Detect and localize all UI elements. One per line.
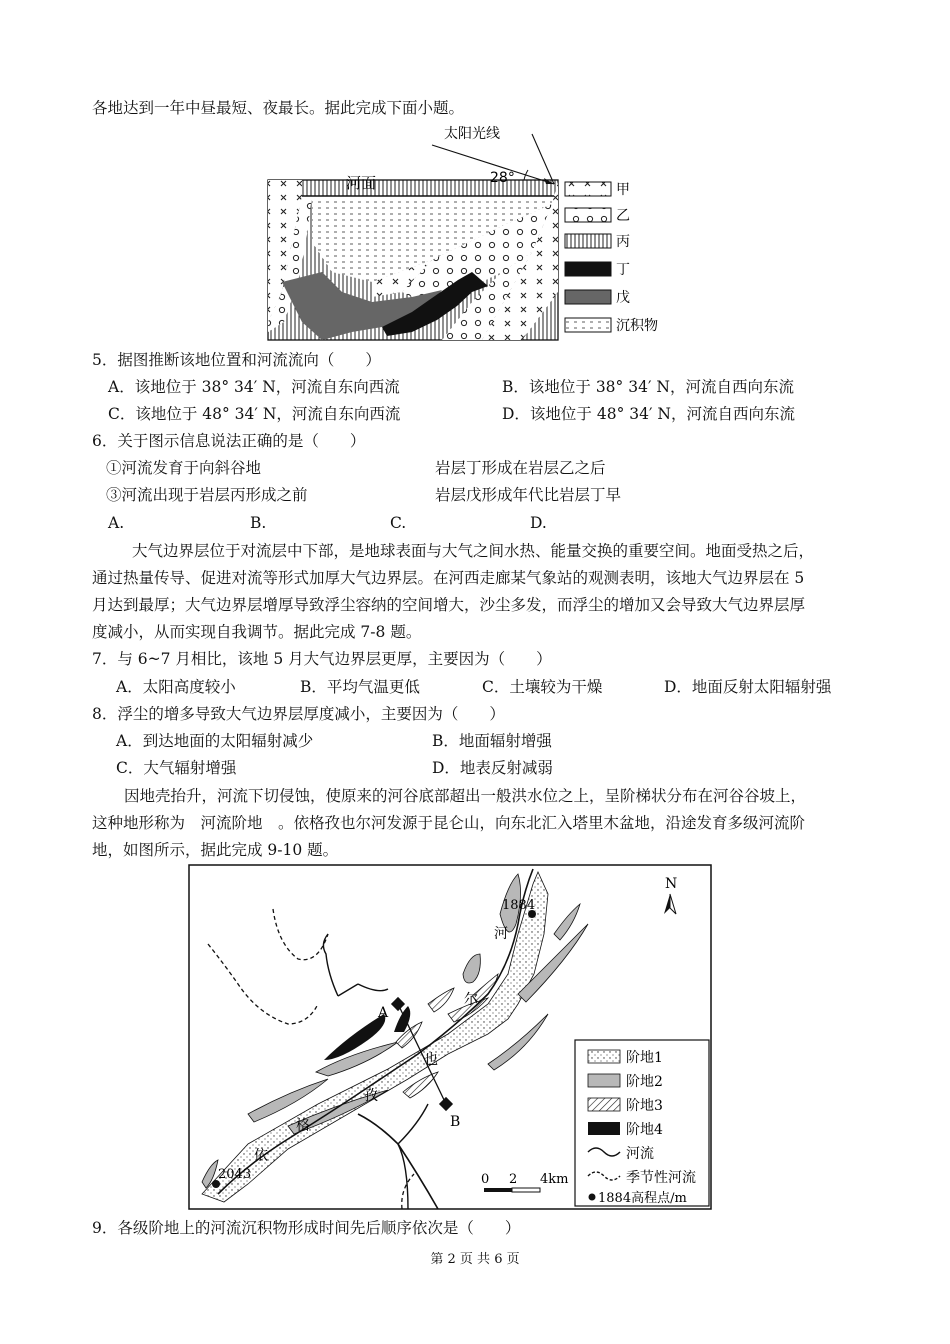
q6-statement-3: ③河流出现于岩层丙形成之前: [106, 486, 308, 504]
scale-2: 2: [509, 1172, 518, 1187]
sun-ray-label: 太阳光线: [444, 126, 500, 142]
q6-statement-2: 岩层丁形成在岩层乙之后: [435, 459, 606, 477]
q6-option-c[interactable]: C.: [390, 514, 407, 532]
legend-terrace-2: 阶地2: [626, 1074, 663, 1090]
q6-option-a[interactable]: A.: [108, 514, 125, 532]
passage3-line-2: 这种地形称为 河流阶地 。依格孜也尔河发源于昆仑山，向东北汇入塔里木盆地，沿途发育多级河流阶: [92, 814, 806, 832]
angle-label: 28°: [490, 170, 515, 186]
point-b-label: B: [450, 1114, 461, 1130]
scale-4km: 4km: [540, 1172, 569, 1187]
geologic-section-figure: [262, 122, 682, 344]
intro-text: 各地达到一年中昼最短、夜最长。据此完成下面小题。: [92, 99, 465, 117]
legend-ding: 丁: [616, 262, 630, 278]
legend-jia: 甲: [616, 182, 630, 198]
page-footer: 第 2 页 共 6 页: [430, 1252, 520, 1267]
q6-statement-4: 岩层戊形成年代比岩层丁早: [435, 486, 622, 504]
passage2-line-3: 月达到最厚；大气边界层增厚导致浮尘容纳的空间增大，沙尘多发，而浮尘的增加又会导致大气边界层厚: [92, 596, 806, 614]
fig1-legend: [565, 182, 658, 334]
q6-option-d[interactable]: D.: [530, 514, 547, 532]
passage2-line-1: 大气边界层位于对流层中下部，是地球表面与大气之间水热、能量交换的重要空间。地面受热之后，: [132, 542, 815, 560]
passage2-line-2: 通过热量传导、促进对流等形式加厚大气边界层。在河西走廊某气象站的观测表明，该地大气边界层在 5: [92, 569, 805, 587]
legend-sediment: 沉积物: [616, 318, 658, 334]
legend-seasonal-river: 季节性河流: [626, 1170, 696, 1186]
q5-option-c[interactable]: C．该地位于 48° 34′ N，河流自东向西流: [108, 405, 401, 423]
q8-option-a[interactable]: A．到达地面的太阳辐射减少: [116, 732, 314, 750]
legend-wu: 戊: [616, 290, 630, 306]
q5-option-a[interactable]: A．该地位于 38° 34′ N，河流自东向西流: [108, 378, 400, 396]
legend-bing: 丙: [616, 234, 630, 250]
q6-stem: 6．关于图示信息说法正确的是（ ）: [92, 432, 366, 450]
passage2-line-4: 度减小，从而实现自我调节。据此完成 7-8 题。: [92, 623, 422, 641]
q8-option-d[interactable]: D．地表反射减弱: [432, 759, 553, 777]
q6-statement-1: ①河流发育于向斜谷地: [106, 459, 262, 477]
legend-yi: 乙: [616, 208, 630, 224]
point-a-label: A: [378, 1005, 389, 1021]
q5-stem: 5．据图推断该地位置和河流流向（ ）: [92, 351, 381, 369]
river-char-6: 依: [254, 1148, 268, 1164]
legend-terrace-4: 阶地4: [626, 1122, 663, 1138]
passage3-line-3: 地，如图所示，据此完成 9-10 题。: [92, 841, 339, 859]
q6-option-b[interactable]: B.: [250, 514, 267, 532]
river-char-1: 河: [494, 926, 508, 942]
fig2-legend: [575, 1040, 709, 1206]
legend-river: 河流: [626, 1146, 654, 1162]
river-char-3: 也: [424, 1052, 438, 1068]
elevation-2043-label: 2043: [218, 1167, 252, 1182]
north-label: N: [665, 876, 678, 892]
q5-option-b[interactable]: B．该地位于 38° 34′ N，河流自西向东流: [502, 378, 794, 396]
river-char-2: 尔: [464, 992, 478, 1008]
q8-stem: 8．浮尘的增多导致大气边界层厚度减小，主要因为（ ）: [92, 705, 505, 723]
legend-terrace-1: 阶地1: [626, 1050, 663, 1066]
elevation-1884-label: 1884: [502, 898, 536, 913]
q7-option-c[interactable]: C．土壤较为干燥: [482, 678, 603, 696]
q7-option-b[interactable]: B．平均气温更低: [300, 678, 420, 696]
river-char-4: 孜: [364, 1088, 378, 1104]
q7-option-a[interactable]: A．太阳高度较小: [116, 678, 236, 696]
river-terrace-map: [188, 864, 712, 1210]
q9-stem: 9．各级阶地上的河流沉积物形成时间先后顺序依次是（ ）: [92, 1219, 521, 1237]
passage3-line-1: 因地壳抬升，河流下切侵蚀，使原来的河谷底部超出一般洪水位之上，呈阶梯状分布在河谷谷坡上，: [124, 787, 807, 805]
q8-option-b[interactable]: B．地面辐射增强: [432, 732, 552, 750]
river-char-5: 格: [296, 1118, 310, 1134]
q5-option-d[interactable]: D．该地位于 48° 34′ N，河流自西向东流: [502, 405, 795, 423]
scale-0: 0: [481, 1172, 490, 1187]
q7-stem: 7．与 6~7 月相比，该地 5 月大气边界层更厚，主要因为（ ）: [92, 650, 552, 668]
legend-elevation-point: 1884高程点/m: [598, 1191, 687, 1206]
q8-option-c[interactable]: C．大气辐射增强: [116, 759, 237, 777]
legend-terrace-3: 阶地3: [626, 1098, 663, 1114]
river-surface-label: 河面: [346, 174, 377, 192]
q7-option-d[interactable]: D．地面反射太阳辐射强: [664, 678, 832, 696]
